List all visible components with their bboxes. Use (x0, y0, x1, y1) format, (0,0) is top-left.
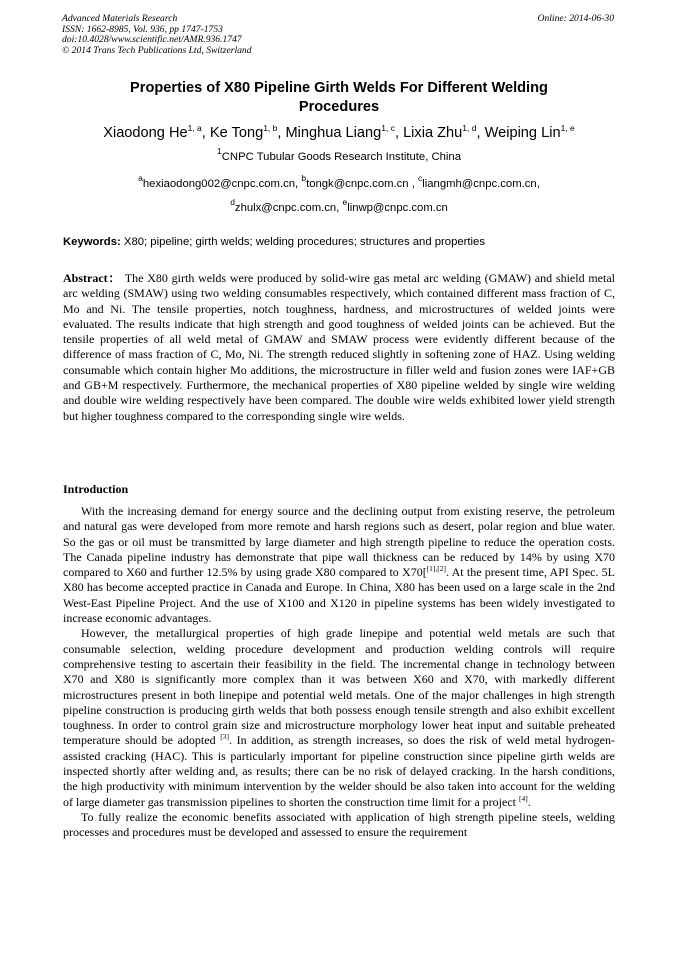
author-name: Ke Tong (209, 125, 264, 141)
online-date: Online: 2014-06-30 (537, 13, 614, 24)
affiliation-superscript: 1 (217, 146, 222, 156)
paragraph-text: . In addition, as strength increases, so does the risk of weld metal hydrogen-assisted cracking (HAC). This is particularly important for pipeline construction since pipeline girth welds are inspected shortly after welding and, as results; there can be no risk of delayed cracking. In the harsh conditions, the high productivity with minimum intervention by the welder should be also taken into account for the welding of large diameter gas transmission pipelines to shorten the construction time limit for a project (63, 733, 615, 809)
email-address: liangmh@cnpc.com.cn, (422, 178, 540, 190)
email-superscript: b (301, 173, 307, 183)
keywords-text: X80; pipeline; girth welds; welding procedures; structures and properties (120, 236, 485, 248)
citation: [3] (220, 732, 229, 742)
author-superscript: 1, a (187, 123, 202, 133)
email-superscript: d (230, 197, 235, 207)
abstract-text: The X80 girth welds were produced by solid-wire gas metal arc welding (GMAW) and shield metal arc welding (SMAW) using two welding consumables respectively, which contained different mass fraction of C, Mo and Ni. The tensile properties, notch toughness, hardness, and microstructures of welded joints were evaluated. The results indicate that high strength and good toughness of welded joints can be achieved. But the tensile properties of all weld metal of GMAW and SMAW process were evidently different because of the difference of mass fraction of C, Mo, Ni. The strength reduced slightly in softening zone of HAZ. Using welding consumable which contain higher Mo additions, the microstructure in filler weld and fusion zones were IAF+GB and GB+M respectively. Furthermore, the mechanical properties of X80 pipeline welded by single wire welding and double wire welding respectively have been compared. The double wire welds exhibited lower yield strength but higher toughness compared to the corresponding single wire welds. (63, 271, 615, 423)
keywords (63, 235, 615, 249)
email-address: linwp@cnpc.com.cn (347, 202, 448, 214)
paragraph-text: . (527, 794, 531, 809)
author-list: Xiaodong He$^{1, a}$, Ke Tong$^{1, b}$, Minghua Liang$^{1, c}$, Lixia Zhu$^{1, d}$, Weiping Lin$^{1, e}$ (103, 123, 575, 141)
journal-doi: doi:10.4028/www.scientific.net/AMR.936.1747 (62, 34, 242, 46)
abstract-label: Abstract： (63, 271, 122, 285)
author-superscript: 1, d (462, 123, 477, 133)
citation: [4] (519, 793, 528, 803)
introduction-body (63, 504, 615, 841)
email-address: tongk@cnpc.com.cn , (306, 178, 418, 190)
abstract (63, 271, 615, 424)
section-heading-introduction: Introduction (63, 482, 129, 496)
paragraph-text: . At the present time, API Spec. 5L X80 has become accepted practice in Canada and Europe. In China, X80 has been used on a large scale in the 2nd West-East Pipeline Project. And the use of X100 and X120 in pipeline systems has been widely investigated to increase economic advantages. (63, 565, 615, 626)
citation: [1],[2] (426, 564, 447, 574)
journal-name: Advanced Materials Research (62, 13, 178, 24)
email-superscript: c (418, 173, 423, 183)
affiliation (40, 146, 638, 164)
author-superscript: 1, c (381, 123, 395, 133)
author-name: Lixia Zhu (403, 125, 463, 141)
email-address: hexiaodong002@cnpc.com.cn, (142, 178, 302, 190)
author-name: Minghua Liang (285, 125, 382, 141)
journal-issn: ISSN: 1662-8985, Vol. 936, pp 1747-1753 (62, 23, 223, 35)
email-superscript: e (342, 197, 348, 207)
intro-paragraph-3: To fully realize the economic benefits associated with application of high strength pipeline steels, welding processes and procedures must be developed and assessed to ensure the requirement (63, 809, 615, 840)
intro-paragraph-2 (63, 626, 615, 810)
author-superscript: 1, b (263, 123, 278, 133)
paper-title-line-2: Procedures (298, 98, 380, 115)
paragraph-text: With the increasing demand for energy source and the declining output from existing reserve, the petroleum and natural gas were developed from more remote and harsh regions such as desert, polar region and blue water. So the gas or oil must be transmitted by large diameter and high strength pipeline to reduce the operation costs. The Canada pipeline industry has demonstrate that pipe wall thickness can be reduced by 14% by using X70 compared to X60 and further 12.5% by using grade X80 compared to X70[ (63, 504, 615, 580)
author-superscript: 1, e (560, 123, 575, 133)
email-line-1 (40, 173, 638, 191)
affiliation-text: CNPC Tubular Goods Research Institute, China (221, 151, 461, 163)
journal-copyright: © 2014 Trans Tech Publications Ltd, Switzerland (62, 44, 252, 56)
paper-title (80, 79, 598, 116)
paragraph-text: However, the metallurgical properties of high grade linepipe and potential weld metals are such that consumable selection, welding procedure development and production welding controls will require comprehensive testing to ascertain their feasibility in the field. The incremental change in technology between X70 and X80 is significantly more complex than it was between X60 and X70, with markedly different microstructures present in both linepipe and potential weld metals. One of the major challenges in high strength pipeline construction is producing girth welds that both possess enough tensile strength and also exhibit excellent toughness. In order to control grain size and microstructure morphology lower heat input and suitable preheated temperature should be adopted (63, 626, 615, 748)
author-name: Weiping Lin (484, 125, 561, 141)
email-address: zhulx@cnpc.com.cn, (234, 202, 343, 214)
author-name: Xiaodong He (103, 125, 188, 141)
intro-paragraph-1 (63, 504, 615, 626)
email-line-2 (40, 197, 638, 215)
journal-header (62, 14, 252, 56)
email-superscript: a (138, 173, 143, 183)
keywords-label: Keywords: (63, 236, 121, 248)
paper-title-line-1: Properties of X80 Pipeline Girth Welds For Different Welding (130, 80, 548, 96)
